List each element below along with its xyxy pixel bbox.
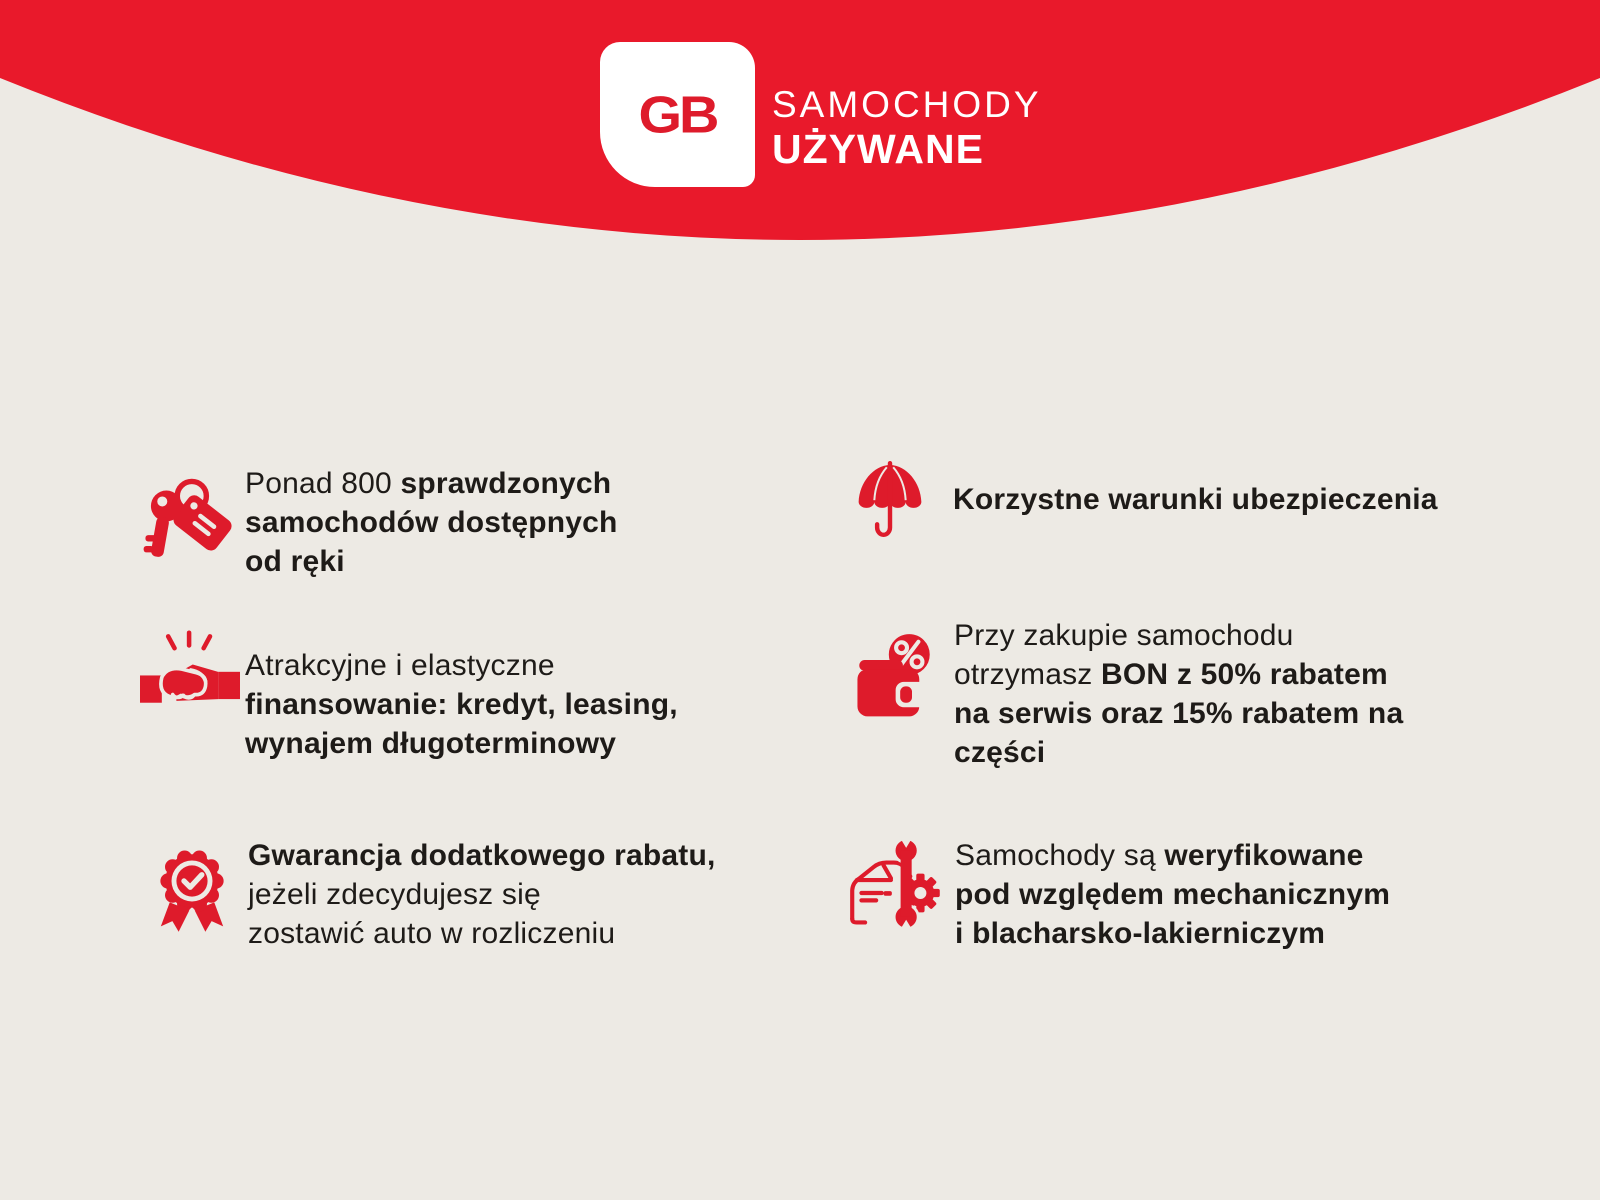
feature-text: [954, 616, 1403, 772]
feature-text-line: samochodów dostępnych: [245, 506, 618, 539]
brand-line-uzywane: UŻYWANE: [772, 125, 984, 172]
umbrella-icon: [853, 460, 927, 550]
feature-text-line: Samochody są weryfikowane: [955, 839, 1364, 872]
handshake-icon: [140, 630, 240, 730]
medal-check-icon: [143, 840, 241, 938]
feature-text: [245, 646, 678, 763]
car-key-tag-icon: [140, 466, 240, 566]
feature-item-verification: [843, 826, 1390, 953]
brand-wordmark: [772, 84, 1042, 172]
feature-text-line: jeżeli zdecydujesz się: [248, 878, 541, 911]
feature-text: [245, 464, 618, 581]
feature-text: [953, 480, 1438, 519]
feature-item-guarantee: [143, 836, 716, 953]
feature-text-line: zostawić auto w rozliczeniu: [248, 917, 616, 950]
feature-text-line: wynajem długoterminowy: [245, 727, 617, 760]
car-service-icon: [843, 834, 949, 940]
feature-text-line: Przy zakupie samochodu: [954, 619, 1294, 652]
feature-text-line: finansowanie: kredyt, leasing,: [245, 688, 678, 721]
feature-text-line: od ręki: [245, 545, 345, 578]
feature-text: [248, 836, 716, 953]
brand-line-samochody: SAMOCHODY: [772, 84, 1042, 125]
gb-logo-tile: [600, 42, 755, 187]
gb-logo-monogram: GB: [638, 85, 717, 144]
feature-text-line: Ponad 800 sprawdzonych: [245, 467, 612, 500]
feature-text-line: części: [954, 736, 1046, 769]
feature-text-line: Atrakcyjne i elastyczne: [245, 649, 555, 682]
feature-text-line: otrzymasz BON z 50% rabatem: [954, 658, 1388, 691]
feature-text-line: Korzystne warunki ubezpieczenia: [953, 483, 1438, 516]
feature-item-financing: [140, 630, 678, 763]
feature-text-line: i blacharsko-lakierniczym: [955, 917, 1326, 950]
feature-text-line: na serwis oraz 15% rabatem na: [954, 697, 1404, 730]
feature-text: [955, 836, 1390, 953]
feature-item-insurance: [853, 458, 1438, 550]
feature-text-line: Gwarancja dodatkowego rabatu,: [248, 839, 716, 872]
feature-text-line: pod względem mechanicznym: [955, 878, 1391, 911]
feature-item-availability: [140, 462, 618, 581]
wallet-percent-icon: [852, 630, 952, 730]
feature-item-service-bonus: [852, 612, 1403, 772]
